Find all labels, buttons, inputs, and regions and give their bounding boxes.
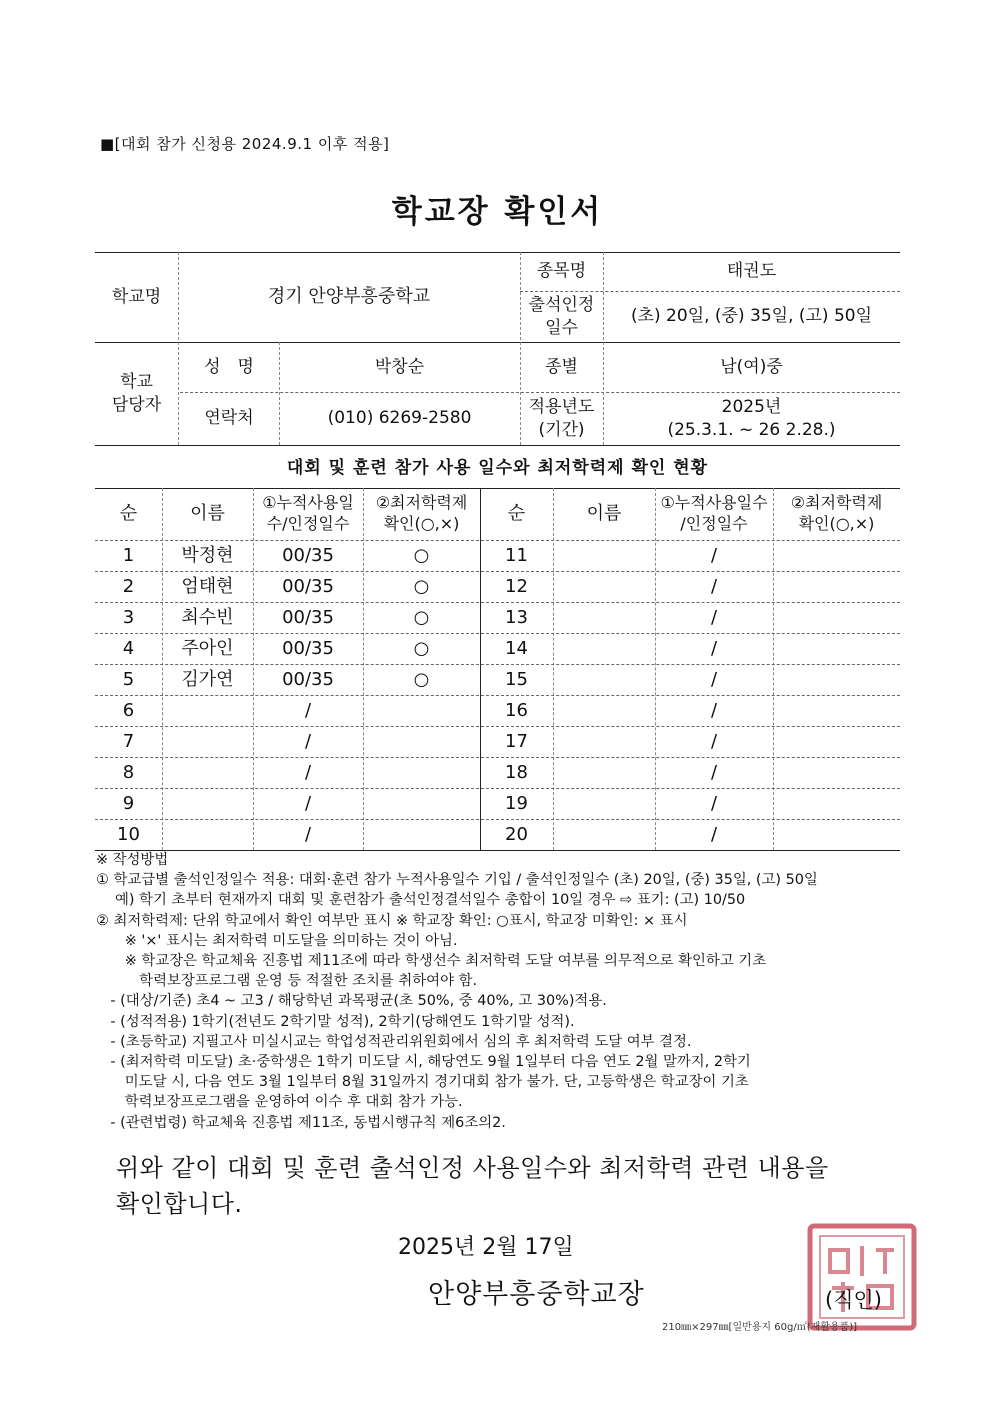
row-check <box>363 819 480 850</box>
row-name: 엄태현 <box>181 575 234 597</box>
row-check <box>363 726 480 757</box>
row-name <box>162 757 253 788</box>
instruction-line: ※ '×' 표시는 최저학력 미도달을 의미하는 것이 아님. <box>96 932 458 949</box>
row-check-right <box>773 633 900 664</box>
instruction-line: 학력보장프로그램 운영 등 적절한 조치를 취하여야 함. <box>96 973 478 990</box>
col-name-header-right: 이름 <box>586 503 622 525</box>
row-name-right <box>553 633 655 664</box>
contact-label: 연락처 <box>204 408 254 429</box>
row-days: 00/35 <box>282 575 334 597</box>
attendance-days-value: (초) 20일, (중) 35일, (고) 50일 <box>630 306 873 327</box>
row-check: ○ <box>413 544 430 566</box>
gender-label: 종별 <box>545 356 578 377</box>
row-check-right <box>773 695 900 726</box>
row-name-right <box>553 664 655 695</box>
apply-year-label: 적용년도 (기간) <box>528 397 595 440</box>
school-manager-label: 학교 담당자 <box>111 372 162 415</box>
row-days: / <box>304 823 312 845</box>
row-days-right: / <box>710 730 718 752</box>
row-no-right: 16 <box>505 699 528 721</box>
row-no: 7 <box>122 730 135 752</box>
row-days: / <box>304 761 312 783</box>
row-days: 00/35 <box>282 544 334 566</box>
row-no: 5 <box>122 668 135 690</box>
row-check-right <box>773 571 900 602</box>
issue-date: 2025년 2월 17일 <box>398 1235 574 1260</box>
col-no-header: 순 <box>119 503 138 525</box>
row-days-right: / <box>710 637 718 659</box>
instruction-line: - (최저학력 미도달) 초·중학생은 1학기 미도달 시, 해당연도 9월 1일부터 다음 연도 2월 말까지, 2학기 <box>96 1054 751 1071</box>
instruction-line: 학력보장프로그램을 운영하여 이수 후 대회 참가 가능. <box>96 1094 463 1111</box>
row-check-right <box>773 602 900 633</box>
row-days: / <box>304 730 312 752</box>
row-no: 10 <box>117 823 140 845</box>
instruction-line: ※ 작성방법 <box>96 852 169 868</box>
principal-name: 안양부흥중학교장 <box>428 1279 645 1310</box>
row-days: 00/35 <box>282 668 334 690</box>
manager-name-label: 성 명 <box>204 356 254 377</box>
instruction-line: - (관련법령) 학교체육 진흥법 제11조, 동법시행규칙 제6조의2. <box>96 1114 506 1131</box>
col-days-header: ①누적사용일 수/인정일수 <box>262 493 354 533</box>
row-name-right <box>553 602 655 633</box>
instruction-line: - (성적적용) 1학기(전년도 2학기말 성적), 2학기(당해연도 1학기말 성적). <box>96 1013 575 1030</box>
col-check-header: ②최저학력제 확인(○,×) <box>375 493 468 533</box>
row-days-right: / <box>710 699 718 721</box>
row-check <box>363 757 480 788</box>
instruction-line: - (초등학교) 지필고사 미실시교는 학업성적관리위원회에서 심의 후 최저학력 도달 여부 결정. <box>96 1033 692 1050</box>
row-name <box>162 726 253 757</box>
row-name-right <box>553 726 655 757</box>
attendance-days-label: 출석인정 일수 <box>528 295 595 338</box>
row-days-right: / <box>710 668 718 690</box>
row-no: 3 <box>122 606 135 628</box>
row-check-right <box>773 664 900 695</box>
instruction-line: ※ 학교장은 학교체육 진흥법 제11조에 따라 학생선수 최저학력 도달 여부를 의무적으로 확인하고 기초 <box>96 953 767 970</box>
status-table-title: 대회 및 훈련 참가 사용 일수와 최저학력제 확인 현황 <box>286 458 709 478</box>
row-days-right: / <box>710 544 718 566</box>
row-no-right: 20 <box>505 823 528 845</box>
col-no-header-right: 순 <box>507 503 526 525</box>
row-no: 8 <box>122 761 135 783</box>
row-name: 김가연 <box>181 668 234 690</box>
row-name: 주아인 <box>181 637 234 659</box>
apply-year-value: 2025년 (25.3.1. ~ 26 2.28.) <box>667 397 836 440</box>
row-days-right: / <box>710 792 718 814</box>
row-no-right: 18 <box>505 761 528 783</box>
confirmation-statement: 위와 같이 대회 및 훈련 출석인정 사용일수와 최저학력 관련 내용을 확인합니다. <box>116 1154 829 1218</box>
row-check-right <box>773 540 900 571</box>
row-no-right: 14 <box>505 637 528 659</box>
row-days-right: / <box>710 823 718 845</box>
row-no-right: 12 <box>505 575 528 597</box>
sport-value: 태권도 <box>726 261 777 282</box>
row-name-right <box>553 571 655 602</box>
document-title: 학교장 확인서 <box>391 194 604 230</box>
row-check <box>363 695 480 726</box>
instruction-line: 예) 학기 초부터 현재까지 대회 및 훈련참가 출석인정결석일수 총합이 10일 경우 ⇨ 표기: (고) 10/50 <box>96 892 746 909</box>
school-name-label: 학교명 <box>111 286 162 307</box>
row-check-right <box>773 788 900 819</box>
row-name-right <box>553 695 655 726</box>
row-days: / <box>304 699 312 721</box>
row-name-right <box>553 757 655 788</box>
row-check: ○ <box>413 637 430 659</box>
sport-label: 종목명 <box>536 261 587 282</box>
col-check-header-right: ②최저학력제 확인(○,×) <box>790 493 883 533</box>
row-days-right: / <box>710 606 718 628</box>
row-check-right <box>773 726 900 757</box>
form-usage-note: ■[대회 참가 신청용 2024.9.1 이후 적용] <box>100 135 390 153</box>
contact-value: (010) 6269-2580 <box>327 408 472 429</box>
row-check-right <box>773 757 900 788</box>
row-no: 4 <box>122 637 135 659</box>
row-name: 최수빈 <box>181 606 234 628</box>
col-days-header-right: ①누적사용일수 /인정일수 <box>660 493 768 533</box>
row-name-right <box>553 540 655 571</box>
row-days-right: / <box>710 761 718 783</box>
row-name-right <box>553 788 655 819</box>
school-name-value: 경기 안양부흥중학교 <box>267 286 431 308</box>
row-name: 박정현 <box>181 544 234 566</box>
writing-instructions <box>96 850 906 1133</box>
row-days: / <box>304 792 312 814</box>
row-name <box>162 695 253 726</box>
instruction-line: ① 학교급별 출석인정일수 적용: 대회·훈련 참가 누적사용일수 기입 / 출석인정일수 (초) 20일, (중) 35일, (고) 50일 <box>96 872 818 889</box>
col-name-header: 이름 <box>190 503 225 525</box>
row-no: 6 <box>122 699 135 721</box>
manager-name-value: 박창순 <box>374 356 425 377</box>
row-days: 00/35 <box>282 637 334 659</box>
instruction-line: ② 최저학력제: 단위 학교에서 확인 여부만 표시 ※ 학교장 확인: ○표시, 학교장 미확인: × 표시 <box>96 912 688 929</box>
instruction-line: 미도달 시, 다음 연도 3월 1일부터 8월 31일까지 경기대회 참가 불가. 단, 고등학생은 학교장이 기초 <box>96 1074 749 1091</box>
instruction-line: - (대상/기준) 초4 ~ 고3 / 해당학년 과목평균(초 50%, 중 40%, 고 30%)적용. <box>96 993 607 1010</box>
row-check-right <box>773 819 900 850</box>
gender-value: 남(여)중 <box>720 356 783 377</box>
row-no-right: 13 <box>505 606 528 628</box>
row-check: ○ <box>413 668 430 690</box>
row-no-right: 15 <box>505 668 528 690</box>
official-seal-stamp <box>806 1222 918 1332</box>
row-name <box>162 819 253 850</box>
row-check: ○ <box>413 575 430 597</box>
seal-label: (직인) <box>825 1288 882 1312</box>
row-check <box>363 788 480 819</box>
row-no: 2 <box>122 575 135 597</box>
row-no-right: 17 <box>505 730 528 752</box>
row-no: 1 <box>122 544 135 566</box>
row-no-right: 19 <box>505 792 528 814</box>
row-no-right: 11 <box>505 544 528 566</box>
row-no: 9 <box>122 792 135 814</box>
row-days-right: / <box>710 575 718 597</box>
paper-spec: 210㎜×297㎜[일반용지 60g/㎡(재활용품)] <box>662 1322 858 1333</box>
row-days: 00/35 <box>282 606 334 628</box>
row-name <box>162 788 253 819</box>
row-check: ○ <box>413 606 430 628</box>
row-name-right <box>553 819 655 850</box>
